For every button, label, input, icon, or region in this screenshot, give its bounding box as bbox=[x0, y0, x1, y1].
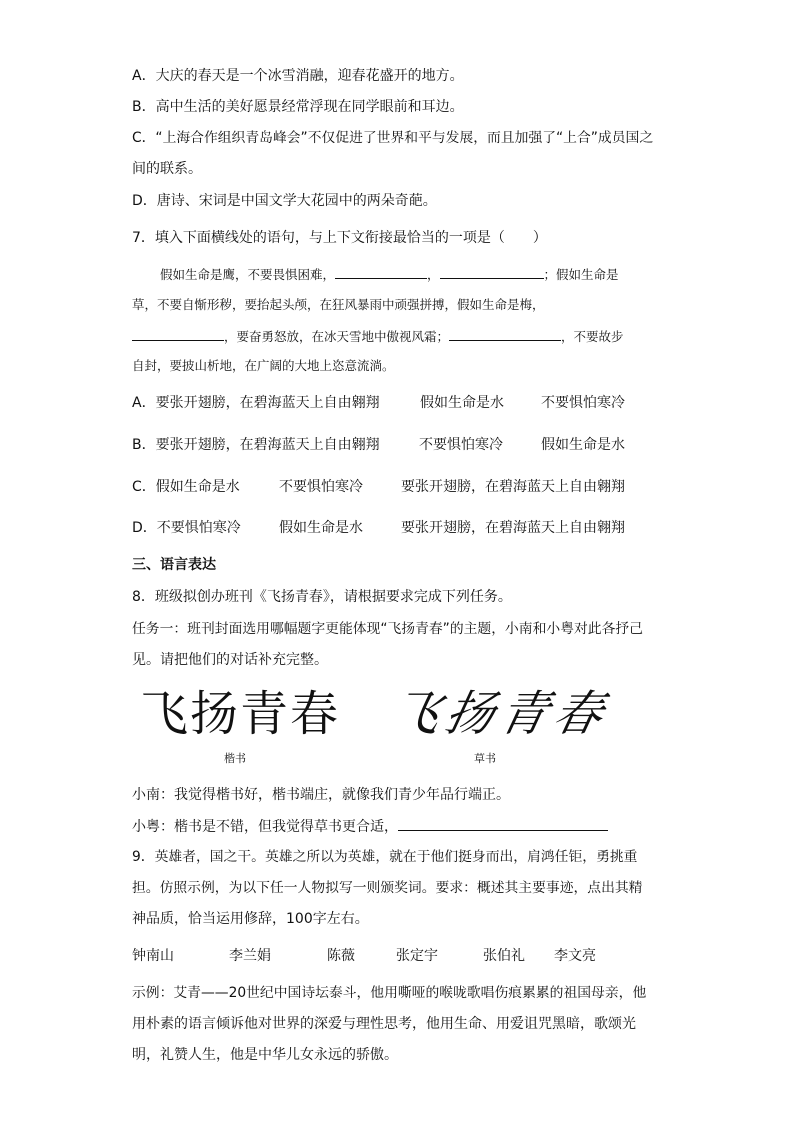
q9-line-2: 担。仿照示例，为以下任一人物拟写一则颁奖词。要求：概述其主要事迹，点出其精 bbox=[132, 880, 643, 896]
person-name: 张定宇 bbox=[396, 948, 438, 964]
answer-blank[interactable] bbox=[449, 326, 561, 341]
answer-blank[interactable] bbox=[132, 326, 224, 341]
option-label: D．不要惧怕寒冷 bbox=[132, 520, 241, 536]
q9-line-3: 神品质，恰当运用修辞，100字左右。 bbox=[132, 911, 369, 927]
section-title: 三、语言表达 bbox=[132, 557, 216, 573]
q6-option-a: A．大庆的春天是一个冰雪消融，迎春花盛开的地方。 bbox=[132, 68, 464, 84]
option-part: 要张开翅膀，在碧海蓝天上自由翱翔 bbox=[401, 520, 625, 536]
q8-task1-line-1: 任务一：班刊封面选用哪幅题字更能体现“飞扬青春”的主题，小南和小粤对此各抒己 bbox=[132, 621, 643, 637]
q7-passage-line-2: 草，不要自惭形秽，要抬起头颅，在狂风暴雨中顽强拼搏，假如生命是梅， bbox=[132, 297, 545, 312]
dialogue-text: 小粤：楷书是不错，但我觉得草书更合适， bbox=[132, 819, 398, 835]
person-name: 张伯礼 bbox=[483, 948, 525, 964]
q8-stem: 8．班级拟创办班刊《飞扬青春》，请根据要求完成下列任务。 bbox=[132, 589, 512, 605]
q7-passage-line-4: 自封，要披山析地，在广阔的大地上恣意流淌。 bbox=[132, 358, 395, 373]
answer-blank[interactable] bbox=[440, 264, 544, 279]
q9-example-line-1: 示例：艾青——20世纪中国诗坛泰斗，他用嘶哑的喉咙歌唱伤痕累累的祖国母亲，他 bbox=[132, 985, 647, 1001]
option-label: C．假如生命是水 bbox=[132, 479, 240, 495]
q7-stem: 7．填入下面横线处的语句，与上下文衔接最恰当的一项是（ ） bbox=[132, 230, 547, 246]
q7-passage-text: ，不要故步 bbox=[561, 329, 624, 344]
option-part: 不要惧怕寒冷 bbox=[419, 437, 503, 453]
option-part: 不要惧怕寒冷 bbox=[541, 395, 625, 411]
q7-passage-line-3 bbox=[132, 326, 624, 347]
q9-example-line-2: 用朴素的语言倾诉他对世界的深爱与理性思考，他用生命、用爱诅咒黑暗，歌颂光 bbox=[132, 1016, 636, 1032]
q6-option-b: B．高中生活的美好愿景经常浮现在同学眼前和耳边。 bbox=[132, 99, 464, 115]
answer-blank[interactable] bbox=[398, 816, 608, 831]
person-name: 陈薇 bbox=[327, 948, 355, 964]
dialogue-xiaoyue bbox=[132, 816, 608, 837]
option-part: 假如生命是水 bbox=[420, 395, 504, 411]
option-label: A．要张开翅膀，在碧海蓝天上自由翱翔 bbox=[132, 395, 380, 411]
q9-line-1: 9．英雄者，国之干。英雄之所以为英雄，就在于他们挺身而出，肩鸿任钜，勇挑重 bbox=[132, 849, 638, 865]
q6-option-c: C．“上海合作组织青岛峰会”不仅促进了世界和平与发展，而且加强了“上合”成员国之 bbox=[132, 130, 654, 146]
q6-option-d: D．唐诗、宋词是中国文学大花园中的两朵奇葩。 bbox=[132, 193, 437, 209]
option-part: 不要惧怕寒冷 bbox=[279, 479, 363, 495]
person-name: 钟南山 bbox=[132, 948, 174, 964]
calligraphy-kaishu: 飞扬青春 bbox=[140, 686, 341, 742]
calligraphy-caoshu: 飞扬青春 bbox=[386, 686, 614, 742]
option-part: 假如生命是水 bbox=[541, 437, 625, 453]
q7-passage-text: ， bbox=[427, 267, 440, 282]
person-name: 李兰娟 bbox=[229, 948, 271, 964]
q7-passage-line-1 bbox=[160, 264, 619, 285]
person-name: 李文亮 bbox=[554, 948, 596, 964]
option-label: B．要张开翅膀，在碧海蓝天上自由翱翔 bbox=[132, 437, 380, 453]
dialogue-xiaonan: 小南：我觉得楷书好，楷书端庄，就像我们青少年品行端正。 bbox=[132, 787, 510, 803]
q8-task1-line-2: 见。请把他们的对话补充完整。 bbox=[132, 652, 328, 668]
answer-blank[interactable] bbox=[335, 264, 427, 279]
q9-example-line-3: 明，礼赞人生，他是中华儿女永远的骄傲。 bbox=[132, 1047, 398, 1063]
q7-passage-text: ，要奋勇怒放，在冰天雪地中傲视风霜； bbox=[224, 329, 450, 344]
option-part: 假如生命是水 bbox=[279, 520, 363, 536]
caption-caoshu: 草书 bbox=[474, 752, 496, 765]
q6-option-c-cont: 间的联系。 bbox=[132, 161, 202, 177]
caption-kaishu: 楷书 bbox=[224, 752, 246, 765]
q7-passage-text: 假如生命是鹰，不要畏惧困难， bbox=[160, 267, 336, 282]
option-part: 要张开翅膀，在碧海蓝天上自由翱翔 bbox=[401, 479, 625, 495]
q7-passage-text: ；假如生命是 bbox=[543, 267, 619, 282]
